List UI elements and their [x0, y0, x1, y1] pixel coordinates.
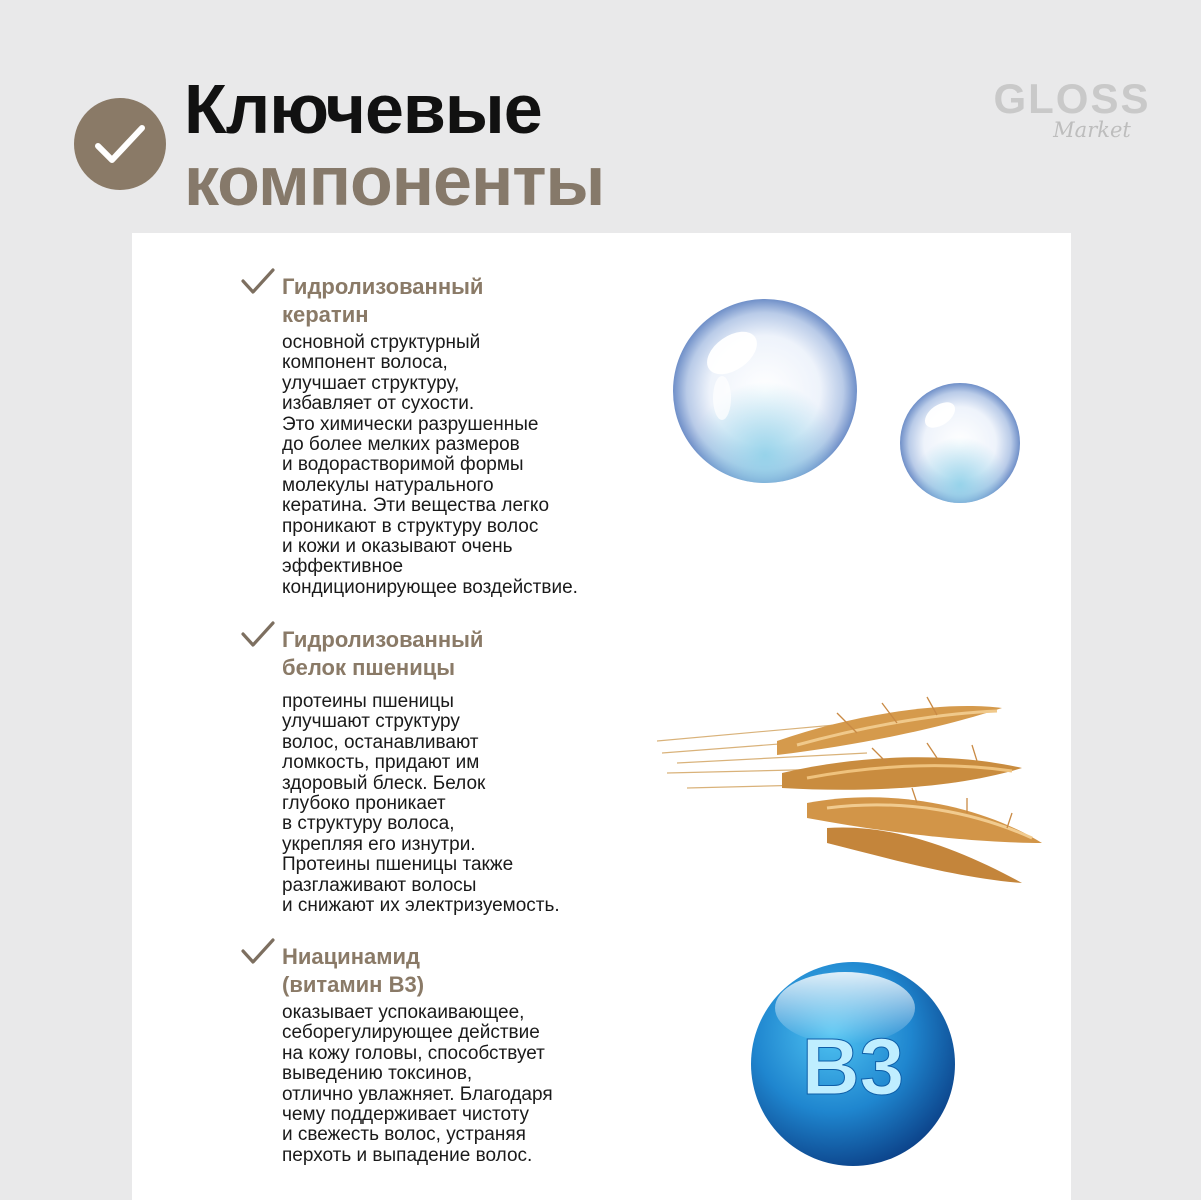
- bubble-small: [900, 383, 1020, 503]
- wheat-ear-mid: [782, 757, 1022, 789]
- ingredient-description: оказывает успокаивающее, себорегулирующее действие на кожу головы, способствует выведению токсинов, отлично увлажняет. Благодаря чему поддерживает чистоту и свежесть волос, устраняя перхоть и выпадение волос.: [282, 1002, 553, 1166]
- water-bubbles-image: [662, 293, 1032, 513]
- brand-sub: Market: [1053, 118, 1131, 142]
- brand-logo: [986, 75, 1158, 142]
- page-title-line1: Ключевые: [184, 70, 542, 148]
- vitamin-b3-sphere-image: [745, 956, 965, 1176]
- ingredient-title: Ниацинамид (витамин В3): [282, 944, 425, 997]
- check-icon: [92, 122, 148, 166]
- ingredient-description: протеины пшеницы улучшают структуру волос, останавливают ломкость, придают им здоровый блеск. Белок глубоко проникает в структуру волоса, укрепляя его изнутри. Протеины пшеницы также разглаживают волосы и снижают их электризуемость.: [282, 691, 560, 917]
- brand-name: GLOSS: [993, 75, 1151, 122]
- header-check-badge: [74, 98, 166, 190]
- ingredient-title: Гидролизованный кератин: [282, 274, 484, 327]
- bubble-large: [673, 299, 857, 483]
- check-icon: [240, 937, 276, 967]
- check-icon: [240, 267, 276, 297]
- page-title-line2: компоненты: [184, 142, 605, 220]
- check-icon: [240, 620, 276, 650]
- ingredient-item-keratin: [240, 273, 680, 598]
- wheat-ears-image: [657, 693, 1057, 893]
- ingredient-item-wheat-protein: [240, 626, 680, 916]
- ingredient-item-niacinamide: [240, 943, 680, 1166]
- ingredient-description: основной структурный компонент волоса, улучшает структуру, избавляет от сухости. Это химически разрушенные до более мелких размеров и водорастворимой формы молекулы натурального кератина. Эти вещества легко проникают в структуру волос и кожи и оказывают очень эффективное кондиционирующее воздействие.: [282, 332, 578, 598]
- ingredient-title: Гидролизованный белок пшеницы: [282, 627, 484, 680]
- vitamin-label: B3: [801, 1022, 905, 1111]
- content-card: [132, 233, 1071, 1200]
